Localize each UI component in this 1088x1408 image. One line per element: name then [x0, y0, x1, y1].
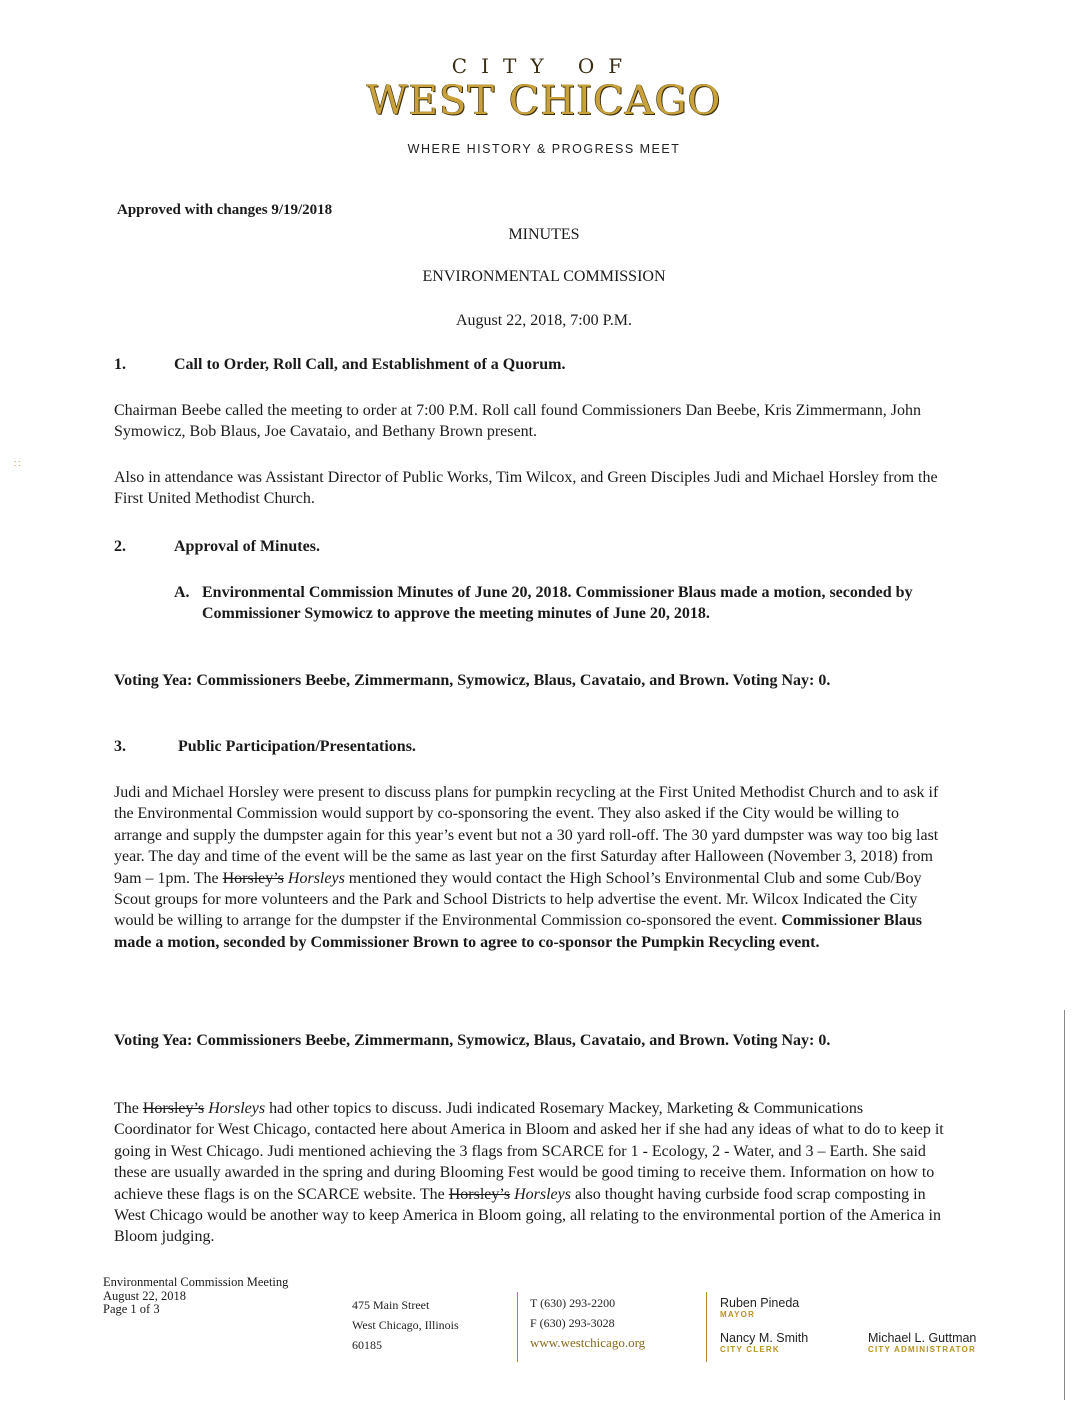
footer-street: 475 Main Street — [352, 1298, 430, 1312]
pumpkin-text-1: Judi and Michael Horsley were present to discuss plans for pumpkin recycling at the First United Methodist Church and to ask if the Environmental Commission would support by co-sponsoring the event. They also asked if the City would be willing to arrange and supply the dumpster again for this year’s event but not a 30 yard roll-off. The 30 yard dumpster was way too big last year. The day and time of the event will be the same as last year on the first Saturday after Halloween (November 3, 2018) from 9am – 1pm. The — [114, 784, 939, 887]
footer-administrator — [868, 1331, 976, 1354]
other-lead: The — [114, 1100, 143, 1117]
pumpkin-text-2: mentioned they would contact the High School’s Environmental Club and some Cub/Boy Scout groups for more volunteers and the Park and School Districts to help advertise the event. Mr. Wilcox Indicated the City would be willing to arrange for the dumpster if the Environmental Commission co-sponsored the event. — [114, 869, 922, 930]
item-a-label: A. — [174, 584, 190, 601]
section-2-title: Approval of Minutes. — [174, 538, 320, 555]
footer-address — [352, 1295, 459, 1355]
footer-mayor — [720, 1296, 799, 1319]
footer-divider — [517, 1292, 518, 1362]
footer-page-number: Page 1 of 3 — [103, 1302, 160, 1316]
footer-meeting-date: August 22, 2018 — [103, 1288, 186, 1303]
struck-name: Horsley’s — [448, 1185, 511, 1203]
margin-mark: ∷ — [14, 459, 21, 470]
mayor-role: MAYOR — [720, 1310, 756, 1319]
administrator-role: CITY ADMINISTRATOR — [868, 1345, 976, 1354]
corrected-name: Horsleys — [208, 1100, 266, 1117]
footer-meeting-info — [103, 1276, 288, 1317]
pumpkin-motion: Commissioner Blaus made a motion, seconded by Commissioner Brown to agree to co-sponsor the Pumpkin Recycling event. — [114, 912, 923, 951]
approval-note: Approved with changes 9/19/2018 — [117, 202, 333, 218]
footer-meeting-name: Environmental Commission Meeting — [103, 1275, 289, 1289]
clerk-role: CITY CLERK — [720, 1345, 780, 1354]
struck-name: Horsley’s — [222, 869, 284, 887]
letterhead-tagline: WHERE HISTORY & PROGRESS MEET — [407, 142, 681, 156]
section-3-title: Public Participation/Presentations. — [178, 738, 416, 755]
footer-fax: F (630) 293-3028 — [530, 1316, 615, 1330]
commission-name: ENVIRONMENTAL COMMISSION — [422, 268, 666, 285]
minutes-item-a — [174, 582, 944, 625]
section-1-number: 1. — [114, 356, 126, 373]
paragraph-other-topics — [114, 1098, 944, 1248]
meeting-date: August 22, 2018, 7:00 P.M. — [455, 312, 633, 329]
paragraph-attendance: Also in attendance was Assistant Director of Public Works, Tim Wilcox, and Green Disciples Judi and Michael Horsley from the First United Methodist Church. — [114, 469, 938, 508]
administrator-name: Michael L. Guttman — [868, 1331, 977, 1345]
paragraph-roll-call: Chairman Beebe called the meeting to order at 7:00 P.M. Roll call found Commissioners Dan Beebe, Kris Zimmermann, John Symowicz, Bob Blaus, Joe Cavataio, and Bethany Brown present. — [114, 402, 921, 441]
corrected-name: Horsleys — [514, 1185, 571, 1203]
footer-zip: 60185 — [352, 1338, 382, 1352]
footer-clerk — [720, 1331, 808, 1354]
clerk-name: Nancy M. Smith — [720, 1331, 809, 1345]
scan-edge-line — [1064, 1010, 1065, 1400]
letterhead-city-name: WEST CHICAGO — [366, 78, 722, 124]
section-1-title: Call to Order, Roll Call, and Establishment of a Quorum. — [174, 356, 566, 373]
footer-divider — [706, 1292, 707, 1362]
footer-website-link[interactable]: www.westchicago.org — [530, 1335, 646, 1350]
footer-phone: T (630) 293-2200 — [530, 1296, 616, 1310]
item-a-text: Environmental Commission Minutes of June 20, 2018. Commissioner Blaus made a motion, seconded by Commissioner Symowicz to approve the meeting minutes of June 20, 2018. — [202, 584, 913, 623]
mayor-name: Ruben Pineda — [720, 1296, 800, 1310]
footer-contact — [530, 1293, 645, 1353]
section-2-number: 2. — [114, 538, 126, 555]
corrected-name: Horsleys — [287, 869, 345, 887]
vote-result-2: Voting Yea: Commissioners Beebe, Zimmermann, Symowicz, Blaus, Cavataio, and Brown. Voting Nay: 0. — [114, 1032, 831, 1049]
footer-city-state: West Chicago, Illinois — [352, 1318, 459, 1332]
other-text-2: also thought having curbside food scrap composting in West Chicago would be another way to keep America in Bloom going, all relating to the environmental portion of the America in Bloom judging. — [114, 1185, 941, 1246]
struck-name: Horsley’s — [142, 1100, 205, 1117]
letterhead-city-of: CITY OF — [451, 54, 637, 78]
paragraph-pumpkin-recycling — [114, 782, 944, 953]
vote-result-1: Voting Yea: Commissioners Beebe, Zimmermann, Symowicz, Blaus, Cavataio, and Brown. Voting Nay: 0. — [114, 672, 831, 689]
section-3-number: 3. — [114, 738, 126, 755]
document-title: MINUTES — [508, 226, 580, 243]
other-text-1: had other topics to discuss. Judi indicated Rosemary Mackey, Marketing & Communications Coordinator for West Chicago, contacted here about America in Bloom and asked her if she had any ideas of what to do to keep it going in West Chicago. Judi mentioned achieving the 3 flags from SCARCE for 1 - Ecology, 2 - Water, and 3 – Earth. She said these are usually awarded in the spring and during Blooming Fest would be good timing to receive them. Information on how to achieve these flags is on the SCARCE website. The — [114, 1100, 944, 1203]
